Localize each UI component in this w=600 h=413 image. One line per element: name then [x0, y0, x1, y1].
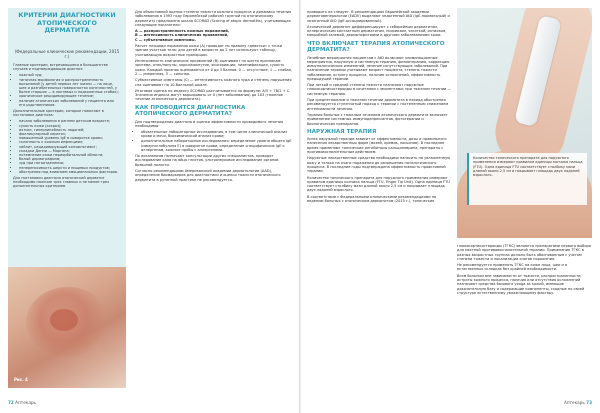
list-item: • фолликулярный кератоз;: [19, 132, 121, 136]
paragraph: [135, 29, 293, 42]
sidebar-title: КРИТЕРИИ ДИАГНОСТИКИ АТОПИЧЕСКОГО ДЕРМАТИТА: [18, 11, 116, 34]
list-item: • потемнение кожи периорбитальной области;: [19, 153, 121, 157]
list-item: • белый дермографизм;: [19, 157, 121, 161]
list-item: • хроническое рецидивирующее течение;: [19, 94, 121, 98]
paragraph: Атопический дерматит дифференцируют с себорейным дерматитом, аллергическим контактным дерматитом, псориазом, чесоткой, ихтиозом, микробной экземой, дерматофитиями и другими заболеваниями кожи.: [307, 24, 447, 38]
list-item: • дополнительные лабораторные исследования: определение уровня общего IgE (иммуноглобулина E) в сыворотке крови, определение специфических IgE к аллергенам, кожные пробы с аллергенами.: [141, 139, 293, 152]
spread-gutter: [299, 0, 301, 413]
extra-criteria-list: [13, 119, 121, 174]
list-item: • непереносимость шерсти и пищевых продуктов;: [19, 166, 121, 170]
paragraph: Для подтверждения диагноза и оценки эффективности проводимого лечения необходимы:: [135, 119, 284, 128]
footer-right: [564, 400, 592, 405]
page-number: 73: [586, 400, 592, 405]
paragraph: Итоговая оценка по индексу SCORAD рассчитывается по формуле: A/5 + 7B/2 + C. Значения индекса могут варьировать от 0 (нет заболевания) до 103 (тяжелое течение атопического дерматита).: [135, 88, 291, 102]
scorad-item: С — субъективные симптомы.: [135, 37, 196, 42]
list-item: • кожный зуд;: [19, 73, 121, 77]
list-item: • ихтиоз, гиперлинейность ладоней;: [19, 128, 121, 132]
paragraph: Расчет площади поражения кожи (А) проводят по правилу «девятки» с точки зрения участков тела; для детей в возрасте до 2 лет используют таблицу, учитывающую возрастные пропорции.: [135, 44, 283, 57]
paragraph: Для объективной оценки степени тяжести кожного процесса и динамики течения заболевания в 1993 году Европейской рабочей группой по атопическому дерматиту предложена шкала SCORAD (Scoring of atopic dermatitis), учитывающая следующие показатели:: [135, 10, 292, 27]
skin-lesion-photo: [8, 267, 126, 388]
paragraph: Успех наружной терапии зависит от эффективности, дозы и правильного нанесения лекарственных форм (мазей, кремов, лосьонов). В последнее время применяют топические ингибиторы кальциневрина, препараты с противовоспалительным действием.: [307, 137, 447, 154]
paragraph: Терапия больных с тяжелым течением атопического дерматита включает применение системных иммунодепрессантов, фототерапии и биологических препаратов.: [307, 113, 448, 126]
sidebar-closing: Для постановки диагноза атопический дерматит необходимо наличие трех главных и не менее трех дополнительных критериев.: [13, 176, 110, 189]
paragraph: Субъективные симптомы (С) — интенсивность кожного зуда и степень нарушения сна оценивают по 10-балльной шкале.: [135, 78, 292, 87]
footer-left: [8, 400, 36, 405]
paragraph: В соответствии с Федеральными клиническими рекомендациями по ведению больных с атопическим дерматитом (2015 г.), топические: [307, 194, 437, 204]
list-item: • зуд при потоотделении;: [19, 161, 121, 165]
paragraph: Не рекомендуется применять ТГКС на коже лица, шеи и в естественных складках без крайней необходимости.: [457, 263, 568, 272]
sidebar-intro: Главные критерии, встречающиеся в большинстве случаев и подтверждающие диагноз:: [13, 63, 108, 72]
scorad-item: В — интенсивность клинических проявлений,: [135, 33, 229, 38]
paragraph: При среднетяжелом и тяжелом течении дерматита в период обострения рекомендуется ступенчатый подход к терапии с постепенным снижением интенсивности лечения.: [307, 98, 449, 111]
text-column-2: [307, 10, 452, 205]
sidebar-body: [13, 63, 121, 191]
list-item: • наличие атопических заболеваний у пациента или его родственников.: [19, 99, 121, 107]
section-heading: НАРУЖНАЯ ТЕРАПИЯ: [307, 128, 377, 135]
paragraph: По показаниям назначают консультации других специалистов, проводят исследование кала на яйца глистов, ультразвуковое исследование органов брюшной полости.: [135, 154, 279, 167]
main-criteria-list: [13, 73, 121, 107]
paragraph: При легкой и средней степени тяжести назначают наружные глюкокортикостероиды в сочетании с эмолентами; при тяжелом течении — системную терапию.: [307, 83, 452, 96]
list-item: • типичная морфология и распространенность высыпаний (у детей первых лет жизни — на лице, шее и разгибательных поверхностях конечностей, у более старших — в локтевых и подколенных сгибах);: [19, 78, 121, 95]
list-item: • склонность к кожным инфекциям;: [19, 140, 121, 144]
scorad-item: А — распространенность кожных поражений,: [135, 29, 230, 34]
paragraph: Согласно рекомендациям Американской академии дерматологии (AAD), определение биомаркеров для диагностики и оценки тяжести атопического дерматита в рутинной практике не рекомендуется.: [135, 169, 281, 182]
section-label: [1, 170, 9, 250]
section-heading: КАК ПРОВОДИТСЯ ДИАГНОСТИКА АТОПИЧЕСКОГО ДЕРМАТИТА?: [135, 104, 246, 118]
list-item: • сухость кожи (ксероз);: [19, 124, 121, 128]
magazine-brand: Аптекарь: [15, 400, 37, 405]
paragraph: Количество топического препарата для наружного применения измеряют правилом единицы кончика пальца (FTU, Finger Tip Unit). Одна единица FTU соответствует столбику мази длиной около 2,5 см и покрывает площадь двух ладоней взрослого.: [307, 175, 450, 193]
sidebar-subtitle: (Федеральные клинические рекомендации, 2015 г.): [14, 49, 120, 59]
list-item: • обострения под влиянием эмоциональных факторов.: [19, 170, 121, 174]
magazine-brand: Аптекарь: [563, 400, 585, 405]
diagnostics-list: [135, 130, 293, 152]
text-column-1: [135, 10, 293, 184]
paragraph: глюкокортикостероиды (ТГКС) являются препаратами первого выбора для местной противовоспалительной терапии. Применение ТГКС в разных возрастных группах должно быть обоснованным с учетом степени тяжести и локализации очагов поражения.: [457, 244, 591, 261]
paragraph: Интенсивность клинических проявлений (В) оценивают по шести признакам: эритема, отек/папулы, корки/мокнутие, экскориации, лихенификация, сухость кожи. Каждый признак оценивается от 0 до 3 баллов: 0 — отсутствие, 1 — слабая, 2 — умеренная, 3 — сильная.: [135, 59, 292, 76]
sidebar-extra-intro: Дополнительные критерии, которые помогают в постановке диагноза:: [13, 109, 104, 118]
paragraph: Всем больным вне зависимости от тяжести, распространенности, остроты кожного процесса, наличия или отсутствия осложнений назначают средства базового ухода за кожей, имеющие доказательную базу и содержащие компоненты, сходные по своей структуре естественному увлажняющему фактору.: [457, 273, 585, 295]
list-item: • повышенный уровень IgE в сыворотке крови;: [19, 136, 121, 140]
text-column-3: [457, 244, 592, 297]
list-item: • хейлит, рецидивирующий конъюнктивит;: [19, 145, 121, 149]
list-item: • обязательные лабораторные исследования, в том числе клинический анализ крови и мочи, биохимический анализ крови;: [141, 130, 293, 139]
list-item: • начало заболевания в раннем детском возрасте;: [19, 119, 121, 123]
paragraph: Наружные лекарственные средства необходимо наносить на увлажненную кожу и только на очаги поражения до разрешения патологического процесса. В последние годы подтверждена эффективность проактивной терапии.: [307, 156, 451, 174]
lesion-patch: [50, 309, 78, 331]
paragraph: проводить не следует. В рекомендациях Европейской академии дерматовенерологии (EADV) выделяют эндогенный AtD (IgE-нормальный) и экзогенный AtD (IgE-ассоциированный).: [307, 10, 450, 23]
section-heading: ЧТО ВКЛЮЧАЕТ ТЕРАПИЯ АТОПИЧЕСКОГО ДЕРМАТИТА?: [307, 40, 445, 54]
page-number: 72: [8, 400, 14, 405]
photo-caption-box: Количество топического препарата для наружного применения измеряют правилом единицы кончика пальца (FTU). Одна единица FTU соответствует столбику мази длиной около 2,5 см и покрывает площадь двух ладоней взрослого.: [467, 153, 587, 205]
paragraph: Лечебные мероприятия пациентам с AtD включают элиминационные мероприятия, наружную и системную терапию, физиотерапию, коррекцию иммунологических изменений, лечение сопутствующих заболеваний. При назначении терапии учитывают возраст пациента, степень тяжести заболевания, остроту процесса, наличие осложнений, эффективность предыдущей терапии.: [307, 55, 450, 81]
figure-caption: Рис. 4: [14, 377, 28, 382]
list-item: • складки Денни — Моргана;: [19, 149, 121, 153]
